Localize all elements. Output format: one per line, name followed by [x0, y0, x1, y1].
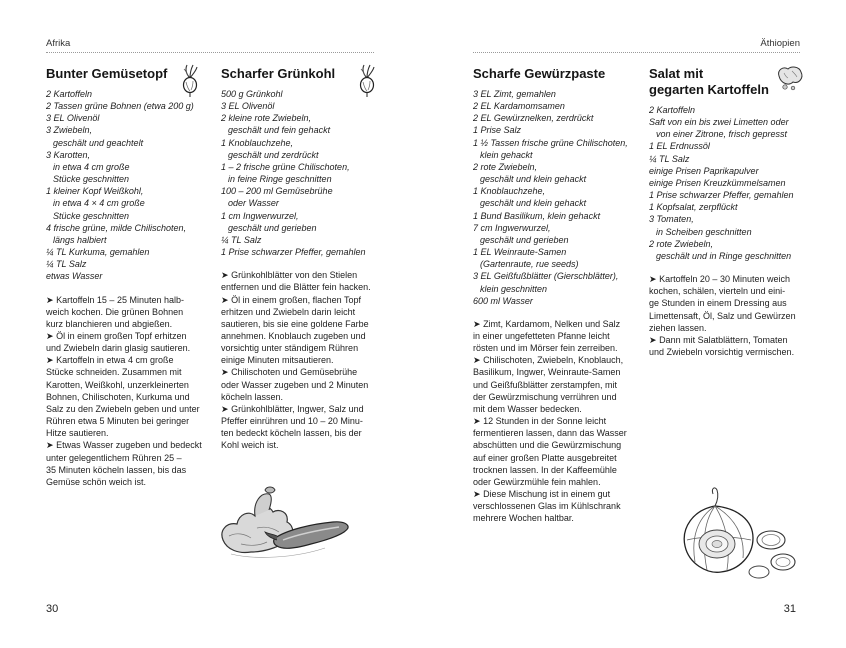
ingredient-text: 3 Karotten,	[46, 149, 91, 160]
ginger-chili-illustration	[215, 482, 355, 564]
ingredient-item	[46, 185, 216, 221]
instruction-text: und Geißfußblätter zerstampfen, mit	[473, 379, 618, 390]
ingredient-item	[473, 270, 643, 294]
ingredient-text: einige Prisen Paprikapulver	[649, 165, 759, 176]
ingredient-item	[649, 177, 827, 189]
instruction-text: Limettensaft, Öl, Salz und Gewürzen	[649, 310, 796, 321]
ingredient-item	[473, 222, 643, 246]
instruction-line	[473, 391, 643, 403]
instruction-line	[473, 379, 643, 391]
arrow-bullet-icon: ➤	[473, 318, 481, 329]
ingredient-detail: geschält und klein gehackt	[480, 174, 587, 185]
instruction-text: 12 Stunden in der Sonne leicht	[483, 416, 607, 427]
ingredient-item	[221, 246, 391, 258]
ingredient-detail: in etwa 4 × 4 cm große	[53, 198, 145, 209]
instruction-text: oder Gewürzmühle fein mahlen.	[473, 476, 601, 487]
ingredient-text: 3 EL Zimt, gemahlen	[473, 89, 556, 99]
recipe-title-line: Scharfe Gewürzpaste	[473, 66, 606, 81]
ingredient-item	[46, 149, 216, 185]
recipe-title	[473, 66, 643, 82]
instruction-text: auf einer großen Platte ausgebreitet	[473, 452, 617, 463]
ingredient-detail: Stücke geschnitten	[53, 174, 130, 185]
ingredient-text: 1 EL Weinraute-Samen	[473, 247, 567, 258]
ingredient-list	[221, 88, 391, 258]
instruction-text: Chilischoten und Gemüsebrühe	[231, 367, 358, 378]
instruction-line	[221, 379, 391, 391]
instruction-text: Etwas Wasser zugeben und bedeckt	[56, 440, 202, 451]
arrow-bullet-icon: ➤	[473, 489, 481, 499]
ingredient-text: 1 Bund Basilikum, klein gehackt	[473, 210, 601, 221]
recipe-title-line: Salat mit	[649, 66, 704, 81]
ingredient-item	[473, 112, 643, 124]
instruction-line	[473, 464, 643, 476]
ingredient-item	[46, 124, 216, 148]
instruction-text: Stücke schneiden. Zusammen mit	[46, 367, 182, 378]
ingredient-item	[473, 88, 643, 100]
instruction-text: trocknen lassen. In der Kaffeemühle	[473, 464, 617, 475]
page-number-right: 31	[783, 603, 796, 615]
instruction-line	[473, 366, 643, 378]
ingredient-item	[46, 112, 216, 124]
instruction-line	[649, 310, 827, 322]
instruction-line	[473, 415, 643, 427]
instruction-text: ge Stunden in einem Dressing aus	[649, 298, 787, 309]
ingredient-detail: längs halbiert	[53, 234, 107, 245]
radish-icon	[357, 64, 377, 98]
instruction-text: mehrere Wochen haltbar.	[473, 513, 574, 524]
ingredient-item	[649, 213, 827, 237]
ingredient-item	[473, 295, 643, 307]
ingredient-text: 2 rote Zwiebeln,	[649, 238, 714, 249]
ingredient-item	[221, 112, 391, 136]
ingredient-item	[649, 153, 827, 165]
instruction-text: und Zwiebeln vorsichtig vermischen.	[649, 346, 795, 357]
ingredient-item	[649, 189, 827, 201]
ingredient-text: 2 Kartoffeln	[649, 105, 696, 115]
ingredient-item	[473, 124, 643, 136]
instruction-text: Salz zu den Zwiebeln geben und unter	[46, 403, 200, 414]
instruction-list	[649, 273, 827, 358]
ingredient-item	[46, 258, 216, 270]
instruction-text: Öl in einem großen Topf erhitzen	[56, 330, 187, 341]
instruction-text: erhitzen und Zwiebeln darin leicht	[221, 306, 356, 317]
ingredient-detail: klein gehackt	[480, 149, 533, 160]
instruction-list	[473, 318, 643, 525]
ingredient-text: 3 Tomaten,	[649, 214, 694, 225]
instruction-text: 35 Minuten köcheln lassen, bis das	[46, 464, 187, 475]
running-header-left: Afrika	[46, 38, 71, 49]
ingredient-list	[46, 88, 216, 283]
ingredient-text: ¼ TL Kurkuma, gemahlen	[46, 247, 150, 258]
arrow-bullet-icon: ➤	[473, 355, 481, 366]
arrow-bullet-icon: ➤	[46, 440, 54, 451]
arrow-bullet-icon: ➤	[473, 416, 481, 427]
arrow-bullet-icon: ➤	[46, 294, 54, 305]
arrow-bullet-icon: ➤	[221, 270, 229, 281]
instruction-text: Diese Mischung ist in einem gut	[483, 489, 611, 499]
instruction-line	[473, 318, 643, 330]
instruction-line	[221, 427, 391, 439]
instruction-line	[473, 439, 643, 451]
instruction-line	[46, 427, 216, 439]
instruction-text: in einer ungefetteten Pfanne leicht	[473, 330, 610, 341]
ingredient-text: ¼ TL Salz	[46, 259, 87, 270]
instruction-line	[46, 452, 216, 464]
ingredient-item	[649, 165, 827, 177]
ingredient-detail: in Scheiben geschnitten	[656, 226, 752, 237]
instruction-line	[649, 346, 827, 358]
instruction-line	[221, 306, 391, 318]
instruction-line	[473, 330, 643, 342]
radish-icon	[180, 64, 200, 98]
instruction-line	[221, 403, 391, 415]
instruction-text: rösten und im Mörser fein zerreiben.	[473, 343, 618, 354]
instruction-line	[649, 273, 827, 285]
ingredient-text: etwas Wasser	[46, 271, 103, 282]
instruction-text: fermentieren lassen, dann das Wasser	[473, 428, 627, 439]
instruction-line	[221, 294, 391, 306]
instruction-text: der Gewürzmischung verrühren und	[473, 391, 617, 402]
instruction-line	[46, 476, 216, 488]
arrow-bullet-icon: ➤	[649, 274, 657, 285]
ingredient-text: 1 kleiner Kopf Weißkohl,	[46, 186, 144, 197]
instruction-text: oder Wasser zugeben und 2 Minuten	[221, 379, 369, 390]
recipe-title-line: Bunter Gemüsetopf	[46, 66, 168, 81]
instruction-line	[473, 476, 643, 488]
instruction-text: Bohnen, Chilischoten, Kurkuma und	[46, 391, 190, 402]
instruction-text: einige Minuten mitsautieren.	[221, 355, 334, 366]
instruction-text: Kartoffeln in etwa 4 cm große	[56, 355, 174, 366]
ingredient-detail: Stücke geschnitten	[53, 210, 130, 221]
instruction-text: Öl in einem großen, flachen Topf	[231, 294, 361, 305]
ingredient-text: 2 Kartoffeln	[46, 89, 93, 99]
ingredient-detail: klein geschnitten	[480, 283, 548, 294]
instruction-text: Grünkohlblätter von den Stielen	[231, 270, 358, 281]
instruction-line	[473, 500, 643, 512]
recipe-bunter-gemuesetopf	[46, 66, 216, 488]
ingredient-item	[46, 222, 216, 246]
ingredient-detail: geschält und klein gehackt	[480, 198, 587, 209]
ingredient-item	[649, 238, 827, 262]
instruction-line	[221, 391, 391, 403]
instruction-text: Basilikum, Ingwer, Weinraute-Samen	[473, 367, 621, 378]
instruction-text: Dann mit Salatblättern, Tomaten	[659, 334, 788, 345]
instruction-line	[46, 391, 216, 403]
instruction-line	[46, 464, 216, 476]
ingredient-detail: von einer Zitrone, frisch gepresst	[656, 129, 788, 140]
arrow-bullet-icon: ➤	[221, 403, 229, 414]
instruction-line	[46, 294, 216, 306]
recipe-scharfer-gruenkohl	[221, 66, 391, 452]
instruction-list	[46, 294, 216, 489]
instruction-line	[473, 342, 643, 354]
page-number-left: 30	[46, 603, 59, 615]
instruction-text: köcheln lassen.	[221, 391, 284, 402]
ingredient-text: 3 EL Geißfußblätter (Gierschblätter),	[473, 271, 619, 282]
ingredient-item	[46, 270, 216, 282]
ingredient-detail: geschält und zerdrückt	[228, 149, 319, 160]
instruction-line	[649, 334, 827, 346]
recipe-title-line: Scharfer Grünkohl	[221, 66, 336, 81]
arrow-bullet-icon: ➤	[649, 334, 657, 345]
ingredient-item	[649, 104, 827, 116]
ingredient-detail: (Gartenraute, rue seeds)	[480, 259, 579, 270]
instruction-text: Grünkohlblätter, Ingwer, Salz und	[231, 403, 364, 414]
instruction-text: mit dem Wasser bedecken.	[473, 403, 582, 414]
instruction-line	[473, 403, 643, 415]
instruction-line	[221, 342, 391, 354]
ingredient-item	[649, 140, 827, 152]
ingredient-text: 1 EL Erdnussöl	[649, 141, 710, 152]
ingredient-text: 1 Prise Salz	[473, 125, 522, 136]
arrow-bullet-icon: ➤	[46, 330, 54, 341]
instruction-line	[46, 415, 216, 427]
instruction-line	[473, 354, 643, 366]
ingredient-item	[221, 137, 391, 161]
instruction-text: Hitze sautieren.	[46, 428, 109, 439]
ingredient-text: einige Prisen Kreuzkümmelsamen	[649, 177, 786, 188]
instruction-text: Zimt, Kardamom, Nelken und Salz	[483, 318, 621, 329]
ingredient-item	[46, 246, 216, 258]
ingredient-text: 2 EL Kardamomsamen	[473, 101, 565, 112]
ingredient-text: ¼ TL Salz	[649, 153, 690, 164]
instruction-text: vorsichtig unter ständigem Rühren	[221, 343, 359, 354]
instruction-text: ziehen lassen.	[649, 322, 707, 333]
recipe-scharfe-gewuerzpaste	[473, 66, 643, 524]
instruction-line	[46, 330, 216, 342]
header-rule-right	[473, 52, 800, 53]
instruction-line	[473, 452, 643, 464]
instruction-text: Gemüse schön weich ist.	[46, 476, 147, 487]
instruction-line	[46, 403, 216, 415]
instruction-text: Pfeffer einrühren und 10 – 20 Minu-	[221, 416, 363, 427]
ingredient-text: 1 Prise schwarzer Pfeffer, gemahlen	[221, 247, 366, 258]
ingredient-detail: geschält und fein gehackt	[228, 125, 331, 136]
instruction-text: kurz blanchieren und abgießen.	[46, 318, 173, 329]
onion-illustration	[673, 484, 803, 584]
instruction-line	[221, 415, 391, 427]
ingredient-text: Saft von ein bis zwei Limetten oder	[649, 117, 789, 128]
instruction-line	[46, 379, 216, 391]
ingredient-text: 3 Zwiebeln,	[46, 125, 93, 136]
instruction-text: ten bedeckt köcheln lassen, bis der	[221, 428, 362, 439]
ingredient-text: 1 Knoblauchzehe,	[473, 186, 546, 197]
right-page	[423, 0, 846, 648]
ingredient-list	[473, 88, 643, 307]
ingredient-text: 2 rote Zwiebeln,	[473, 161, 538, 172]
recipe-salat-kartoffeln	[649, 66, 827, 358]
header-rule-left	[46, 52, 374, 53]
ingredient-item	[649, 116, 827, 140]
instruction-line	[46, 306, 216, 318]
instruction-line	[46, 354, 216, 366]
instruction-text: verschlossenen Glas im Kühlschrank	[473, 501, 621, 512]
ingredient-item	[649, 201, 827, 213]
ingredient-detail: in feine Ringe geschnitten	[228, 174, 332, 185]
instruction-line	[221, 318, 391, 330]
instruction-text: sautieren, bis sie eine goldene Farbe	[221, 318, 369, 329]
instruction-line	[221, 354, 391, 366]
instruction-text: Karotten, Weißkohl, unzerkleinerten	[46, 379, 189, 390]
ingredient-item	[221, 210, 391, 234]
ingredient-detail: geschält und in Ringe geschnitten	[656, 250, 792, 261]
ingredient-item	[473, 137, 643, 161]
ingredient-text: 1 Kopfsalat, zerpflückt	[649, 202, 738, 213]
arrow-bullet-icon: ➤	[221, 294, 229, 305]
instruction-line	[649, 297, 827, 309]
running-header-right: Äthiopien	[760, 38, 800, 49]
ingredient-item	[221, 161, 391, 185]
ingredient-item	[473, 161, 643, 185]
ingredient-text: 2 EL Gewürznelken, zerdrückt	[473, 113, 594, 124]
instruction-line	[221, 366, 391, 378]
instruction-text: unter gelegentlichem Rühren 25 –	[46, 452, 182, 463]
ingredient-text: 3 EL Olivenöl	[221, 101, 275, 112]
ingredient-text: 3 EL Olivenöl	[46, 113, 100, 124]
instruction-line	[473, 427, 643, 439]
instruction-text: Rühren etwa 5 Minuten bei geringer	[46, 416, 190, 427]
ingredient-text: 7 cm Ingwerwurzel,	[473, 222, 551, 233]
ingredient-detail: geschält und gerieben	[228, 222, 317, 233]
ingredient-text: 2 kleine rote Zwiebeln,	[221, 113, 312, 124]
ingredient-item	[221, 185, 391, 209]
ingredient-text: 100 – 200 ml Gemüsebrühe	[221, 186, 333, 197]
ingredient-item	[46, 100, 216, 112]
instruction-text: Kohl weich ist.	[221, 440, 279, 451]
ingredient-item	[221, 100, 391, 112]
ingredient-item	[221, 234, 391, 246]
ingredient-text: 1 Knoblauchzehe,	[221, 137, 294, 148]
ingredient-text: 2 Tassen grüne Bohnen (etwa 200 g)	[46, 101, 194, 112]
ingredient-text: 1 Prise schwarzer Pfeffer, gemahlen	[649, 190, 794, 201]
ingredient-detail: oder Wasser	[228, 198, 279, 209]
ingredient-item	[473, 210, 643, 222]
recipe-title-line: gegarten Kartoffeln	[649, 82, 769, 97]
ingredient-text: 1 cm Ingwerwurzel,	[221, 210, 299, 221]
ingredient-text: 500 g Grünkohl	[221, 89, 283, 99]
instruction-text: Chilischoten, Zwiebeln, Knoblauch,	[483, 355, 624, 366]
instruction-line	[221, 281, 391, 293]
ingredient-text: 600 ml Wasser	[473, 295, 533, 306]
ingredient-detail: in etwa 4 cm große	[53, 161, 130, 172]
instruction-text: Kartoffeln 20 – 30 Minuten weich	[659, 274, 790, 285]
ingredient-text: ¼ TL Salz	[221, 234, 262, 245]
instruction-line	[46, 318, 216, 330]
instruction-text: und Zwiebeln darin glasig sautieren.	[46, 343, 191, 354]
ingredient-item	[473, 185, 643, 209]
ingredient-text: 1 ½ Tassen frische grüne Chilischoten,	[473, 137, 628, 148]
ingredient-list	[649, 104, 827, 262]
ingredient-item	[473, 246, 643, 270]
arrow-bullet-icon: ➤	[221, 367, 229, 378]
instruction-list	[221, 269, 391, 451]
peanut-icon	[775, 64, 805, 92]
arrow-bullet-icon: ➤	[46, 355, 54, 366]
instruction-text: annehmen. Knoblauch zugeben und	[221, 330, 366, 341]
instruction-line	[46, 439, 216, 451]
instruction-text: abschütten und die Gewürzmischung	[473, 440, 622, 451]
instruction-text: Kartoffeln 15 – 25 Minuten halb-	[56, 294, 184, 305]
instruction-line	[46, 342, 216, 354]
instruction-text: kochen, schälen, vierteln und eini-	[649, 286, 786, 297]
instruction-line	[649, 322, 827, 334]
instruction-line	[649, 285, 827, 297]
instruction-line	[473, 488, 643, 500]
ingredient-text: 4 frische grüne, milde Chilischoten,	[46, 222, 187, 233]
instruction-text: weich kochen. Die grünen Bohnen	[46, 306, 184, 317]
instruction-line	[46, 366, 216, 378]
ingredient-item	[473, 100, 643, 112]
instruction-line	[221, 330, 391, 342]
instruction-line	[473, 512, 643, 524]
ingredient-text: 1 – 2 frische grüne Chilischoten,	[221, 161, 350, 172]
instruction-line	[221, 439, 391, 451]
ingredient-detail: geschält und gerieben	[480, 234, 569, 245]
ingredient-detail: geschält und geachtelt	[53, 137, 144, 148]
instruction-line	[221, 269, 391, 281]
instruction-text: entfernen und die Blätter fein hacken.	[221, 282, 371, 293]
